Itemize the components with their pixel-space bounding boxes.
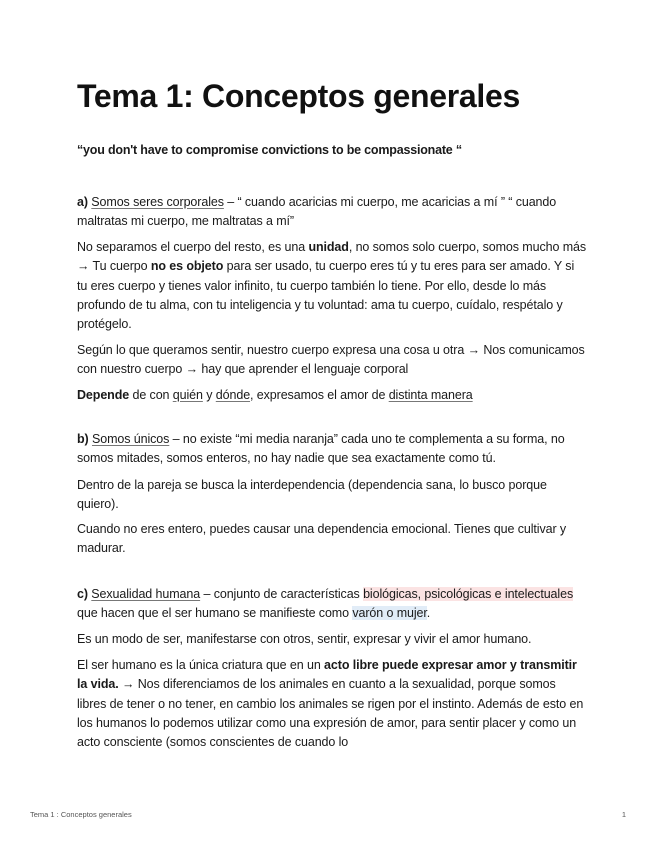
section-b-letter: b) [77, 432, 89, 446]
text-run: No separamos el cuerpo del resto, es una [77, 240, 309, 254]
text-run: y [202, 388, 216, 402]
section-b-intro [77, 430, 587, 469]
section-a-intro [77, 193, 587, 232]
section-c-heading: Sexualidad humana [91, 587, 201, 601]
text-run: . [426, 606, 431, 621]
section-a-paragraph-3 [77, 386, 587, 405]
section-c-paragraph-1: Es un modo de ser, manifestarse con otros, sentir, expresar y vivir el amor humano. [77, 632, 532, 646]
bold-text: acto libre puede expresar amor y transmitir la vida. [77, 658, 577, 692]
text-run: → Nos diferenciamos de los animales en cuanto a la sexualidad, porque somos libres de tener o no tener, en cambio los animales se rigen por el instinto. Además de esto en los humanos lo podemos utilizar como una expresión de amor, para sentir placer y como un acto consciente (somos conscientes de cuando lo [77, 677, 584, 750]
section-c-paragraph-2 [77, 656, 587, 752]
section-a-heading: Somos seres corporales [91, 195, 224, 209]
bold-text: Depende [77, 388, 130, 402]
text-run: para ser usado, tu cuerpo eres tú y tu eres para ser amado. Y si tu eres cuerpo y tienes valor infinito, tu cuerpo también lo tiene. Por ello, desde lo más profundo de tu alma, con tu inteligencia y tu voluntad: ama tu cuerpo, cuídalo, respétalo y protégelo. [77, 259, 575, 332]
text-run: El ser humano es la única criatura que en un [77, 658, 325, 672]
section-a-letter: a) [77, 195, 88, 209]
underlined-text: distinta manera [388, 388, 473, 402]
section-b-intro-text: – no existe “mi media naranja” cada uno te complementa a su forma, no somos mitades, somos enteros, no hay nadie que sea exactamente como tú. [77, 432, 565, 466]
text-run: que hacen que el ser humano se manifieste como [77, 606, 353, 621]
quote: “you don't have to compromise convictions to be compassionate “ [77, 143, 462, 157]
underlined-text: dónde [215, 388, 251, 402]
text-run: de con [129, 388, 173, 402]
bold-text: unidad [308, 240, 349, 254]
section-a-paragraph-2: Según lo que queramos sentir, nuestro cuerpo expresa una cosa u otra → Nos comunicamos con nuestro cuerpo → hay que aprender el lenguaje corporal [77, 343, 585, 377]
highlighted-text: biológicas, psicológicas e intelectuales [363, 587, 574, 601]
page-number: 1 [621, 810, 626, 819]
section-c-letter: c) [77, 587, 88, 601]
bold-text: no es objeto [150, 259, 224, 274]
section-b-paragraph-2: Cuando no eres entero, puedes causar una dependencia emocional. Tienes que cultivar y madurar. [77, 522, 567, 556]
page-title: Tema 1: Conceptos generales [77, 78, 521, 114]
underlined-text: quién [172, 388, 203, 402]
highlighted-text: varón o mujer [352, 606, 427, 621]
footer-title: Tema 1 : Conceptos generales [30, 810, 132, 819]
section-a-intro-text: – “ cuando acaricias mi cuerpo, me acaricias a mí ” “ cuando maltratas mi cuerpo, me maltratas a mí” [77, 195, 557, 229]
section-c-intro [77, 585, 587, 624]
text-run: , expresamos el amor de [250, 388, 389, 402]
section-b-heading: Somos únicos [91, 432, 170, 446]
section-a-paragraph-1 [77, 238, 587, 334]
section-b-paragraph-1: Dentro de la pareja se busca la interdependencia (dependencia sana, lo busco porque quiero). [77, 478, 547, 512]
text-run: – conjunto de características [200, 587, 364, 601]
text-run: , no somos solo cuerpo, somos mucho más → Tu cuerpo [77, 240, 587, 274]
